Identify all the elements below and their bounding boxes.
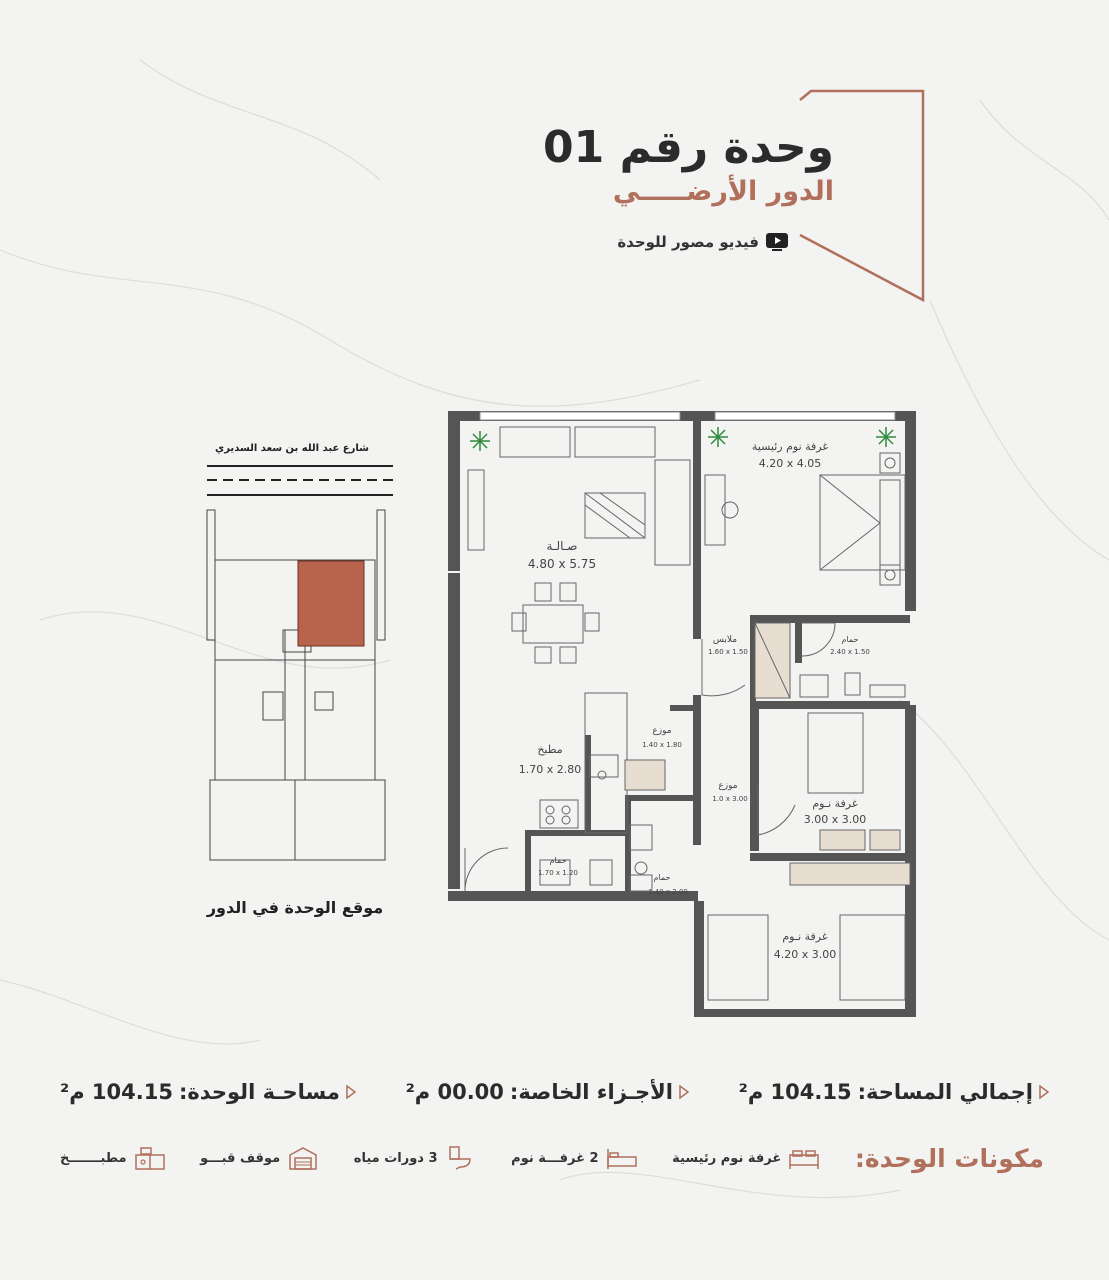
unit-components	[60, 1140, 1044, 1176]
pointer-icon	[1039, 1085, 1049, 1099]
room-size-bedroom-3: 4.20 x 3.00	[773, 948, 837, 961]
room-name-living: صـالـة	[546, 539, 578, 553]
room-name-kitchen: مطبخ	[537, 743, 563, 756]
video-link[interactable]	[617, 232, 789, 252]
component-label: مطبـــــــخ	[60, 1150, 127, 1166]
garage-icon	[286, 1145, 320, 1171]
total-area-value: 104.15 م²	[738, 1080, 852, 1104]
total-area-label: إجمالي المساحة:	[857, 1080, 1033, 1104]
room-size-hall-2: 1.0 x 3.00	[712, 795, 748, 803]
unit-area-value: 104.15 م²	[60, 1080, 173, 1104]
floor-plan	[440, 405, 920, 1020]
area-summary	[60, 1075, 1049, 1109]
private-area-label: الأجـزاء الخاصة:	[509, 1080, 673, 1104]
room-size-hall-1: 1.40 x 1.80	[642, 741, 682, 749]
component-label: 3 دورات مياه	[353, 1150, 438, 1166]
room-size-master: 4.20 x 4.05	[758, 457, 822, 470]
room-name-closet: ملابس	[712, 635, 738, 645]
toilet-icon	[444, 1145, 478, 1171]
component-label: 2 غرفـــة نوم	[511, 1150, 599, 1166]
component-kitchen	[60, 1145, 167, 1171]
component-bedrooms	[511, 1145, 638, 1171]
unit-area	[60, 1080, 356, 1104]
private-area	[406, 1080, 689, 1104]
room-size-closet: 1.60 x 1.50	[708, 648, 748, 656]
bed-icon	[605, 1145, 639, 1171]
page-title: وحدة رقم 01	[543, 122, 834, 173]
pointer-icon	[679, 1085, 689, 1099]
private-area-value: 00.00 م²	[405, 1080, 504, 1104]
master-bed-icon	[787, 1145, 821, 1171]
component-parking	[200, 1145, 320, 1171]
room-size-kitchen: 1.70 x 2.80	[518, 763, 582, 776]
room-size-bath-3: 1.40 x 2.00	[648, 888, 688, 896]
floor-subtitle: الدور الأرضـــــي	[612, 176, 834, 207]
unit-area-label: مساحـة الوحدة:	[178, 1080, 340, 1104]
room-name-hall-1: موزع	[652, 726, 672, 736]
room-name-hall-2: موزع	[718, 781, 738, 791]
room-size-living: 4.80 x 5.75	[527, 557, 597, 571]
room-name-bath-3: حمام	[653, 873, 671, 882]
room-name-bedroom-3: غرفة نـوم	[782, 930, 828, 943]
video-label: فيديو مصور للوحدة	[617, 233, 759, 251]
component-master-bedroom	[672, 1145, 821, 1171]
components-title: مكونات الوحدة:	[854, 1143, 1044, 1173]
room-name-bath-2: حمام	[549, 856, 567, 865]
site-plan-caption: موقع الوحدة في الدور	[206, 898, 384, 917]
total-area	[739, 1080, 1049, 1104]
street-label: شارع عبد الله بن سعد السديري	[215, 443, 369, 454]
room-name-master: غرفة نوم رئيسية	[751, 440, 829, 453]
pointer-icon	[346, 1085, 356, 1099]
component-bathrooms	[354, 1145, 478, 1171]
room-size-bath-2: 1.70 x 1.20	[538, 869, 578, 877]
kitchen-icon	[133, 1145, 167, 1171]
room-size-master-bath: 2.40 x 1.50	[830, 648, 870, 656]
room-size-bedroom-2: 3.00 x 3.00	[803, 813, 867, 826]
component-label: غرفة نوم رئيسية	[672, 1150, 782, 1166]
room-name-bedroom-2: غرفة نـوم	[812, 797, 858, 810]
component-label: موقف قبـــو	[200, 1150, 281, 1166]
video-play-icon	[765, 232, 789, 252]
room-name-master-bath: حمام	[841, 635, 859, 644]
site-plan	[195, 430, 395, 890]
